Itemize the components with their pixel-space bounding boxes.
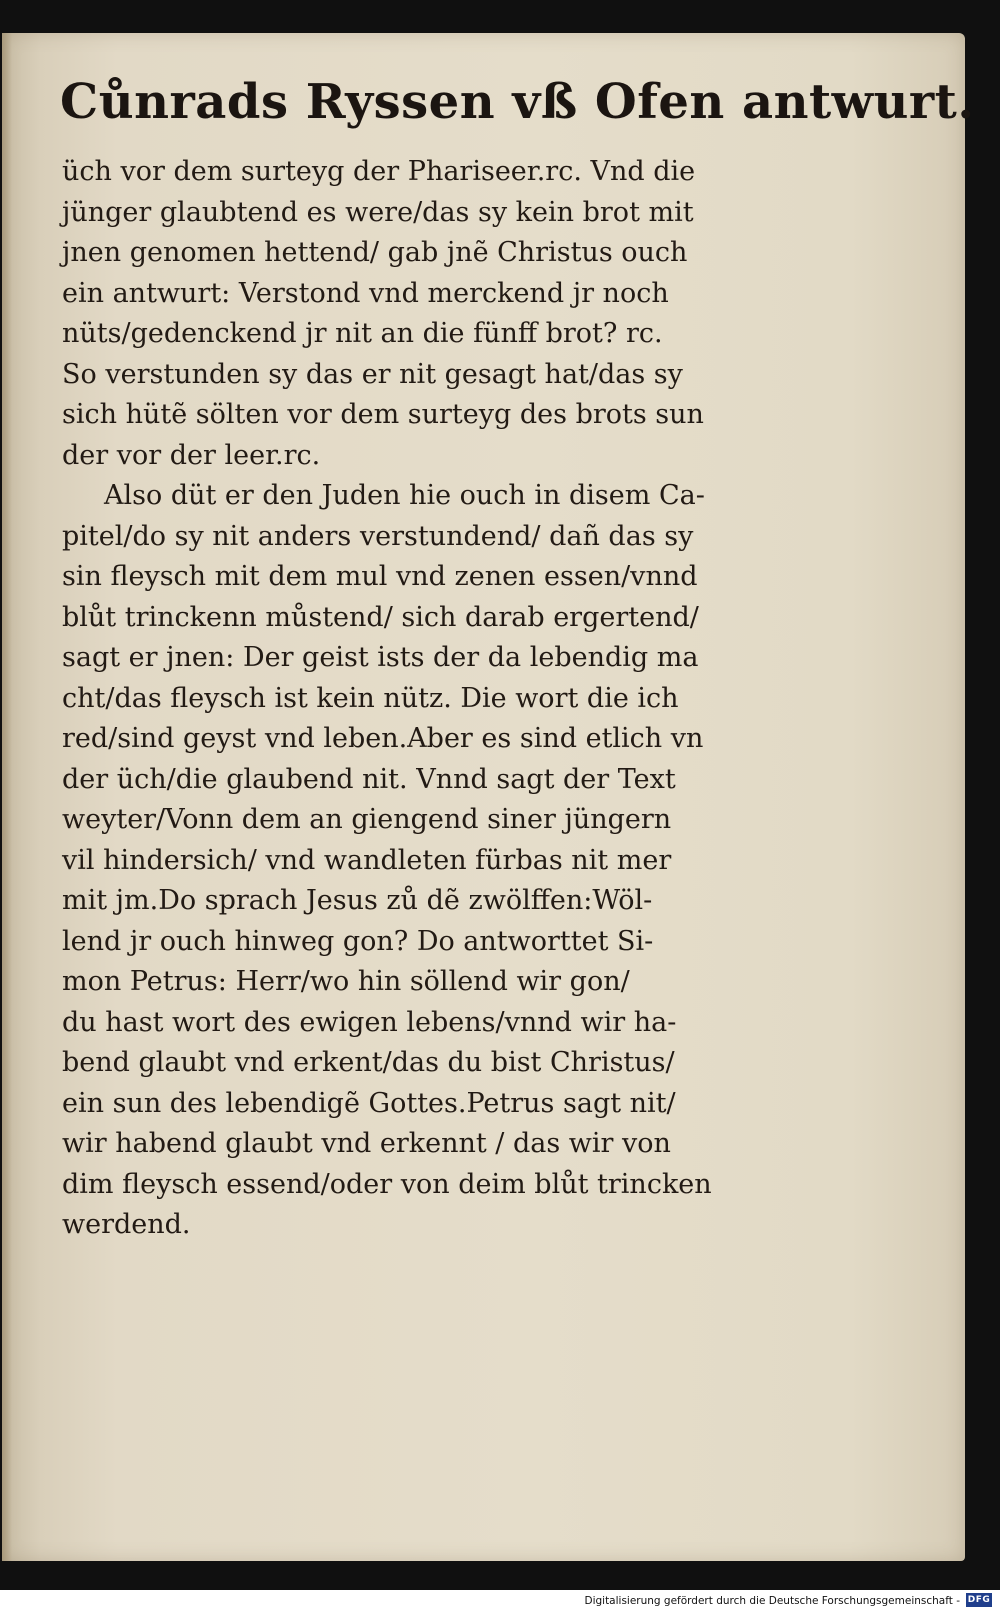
text-line: ein antwurt: Verstond vnd merckend jr noch [62,277,669,309]
text-line: der üch/die glaubend nit. Vnnd sagt der Text [62,763,676,795]
text-line: werdend. [62,1209,191,1240]
text-line: sin fleysch mit dem mul vnd zenen essen/vnnd [62,561,698,592]
text-line: sagt er jnen: Der geist ists der da lebendig ma [62,642,699,673]
text-line: üch vor dem surteyg der Phariseer.rc. Vnd die [62,156,696,187]
page-body-text [62,152,782,1246]
dfg-logo: DFG [967,1595,991,1605]
text-line: sich hütẽ sölten vor dem surteyg des brots sun [62,399,704,430]
text-line: jnen genomen hettend/ gab jnẽ Christus ouch [62,237,688,268]
text-line: mit jm.Do sprach Jesus zů dẽ zwölffen:Wöl- [62,885,653,916]
paragraph-start-line: Also düt er den Juden hie ouch in disem Ca- [104,480,705,511]
text-line: wir habend glaubt vnd erkennt / das wir von [62,1128,671,1159]
text-line: nüts/gedenckend jr nit an die fünff brot? rc. [62,318,663,349]
text-line: lend jr ouch hinweg gon? Do antworttet Si- [62,925,654,957]
text-line: ein sun des lebendigẽ Gottes.Petrus sagt nit/ [62,1087,676,1119]
text-line: bend glaubt vnd erkent/das du bist Christus/ [62,1047,675,1078]
text-line: jünger glaubtend es were/das sy kein brot mit [62,196,694,228]
page-gutter-shadow [2,33,12,1561]
text-line: cht/das fleysch ist kein nütz. Die wort die ich [62,682,679,714]
text-line: weyter/Vonn dem an giengend siner jüngern [62,804,672,835]
text-line: pitel/do sy nit anders verstundend/ dañ das sy [62,520,694,552]
text-line: red/sind geyst vnd leben.Aber es sind etlich vn [62,723,704,754]
text-line: blůt trinckenn můstend/ sich darab ergertend/ [62,601,699,633]
text-line: der vor der leer.rc. [62,439,321,471]
text-line: So verstunden sy das er nit gesagt hat/das sy [62,358,683,390]
funding-credit: Digitalisierung gefördert durch die Deutsche Forschungsgemeinschaft - [584,1595,960,1607]
text-line: mon Petrus: Herr/wo hin söllend wir gon/ [62,966,630,997]
running-head: Cůnrads Ryssen vß Ofen antwurt. [60,74,975,130]
text-line: vil hindersich/ vnd wandleten fürbas nit mer [62,844,672,876]
text-line: dim fleysch essend/oder von deim blůt trincken [62,1168,712,1200]
text-line: du hast wort des ewigen lebens/vnnd wir ha- [62,1006,677,1038]
